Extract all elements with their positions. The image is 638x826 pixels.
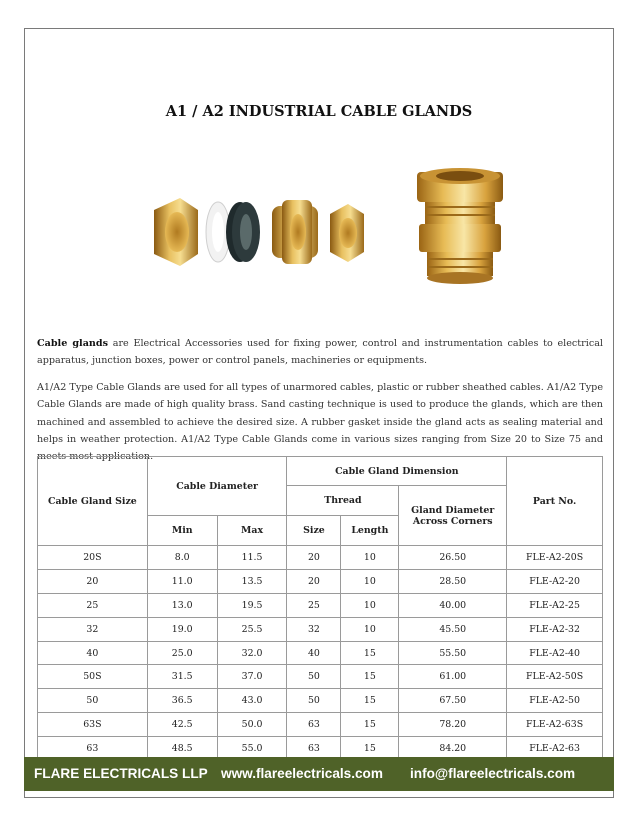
table-cell: 13.0 <box>147 593 217 617</box>
table-cell: 50 <box>38 689 148 713</box>
table-cell: 78.20 <box>399 713 507 737</box>
table-cell: 15 <box>341 737 399 761</box>
table-row <box>38 546 603 570</box>
table-cell: 63 <box>287 737 341 761</box>
table-cell: FLE-A2-63 <box>507 737 603 761</box>
table-cell: 15 <box>341 641 399 665</box>
table-cell: 26.50 <box>399 546 507 570</box>
table-cell: 40 <box>287 641 341 665</box>
intro-paragraph <box>37 335 603 370</box>
table-cell: 25 <box>38 593 148 617</box>
table-cell: 13.5 <box>217 569 287 593</box>
table-cell: 25 <box>287 593 341 617</box>
table-cell: 50 <box>287 689 341 713</box>
table-cell: 42.5 <box>147 713 217 737</box>
table-cell: 55.0 <box>217 737 287 761</box>
table-cell: 15 <box>341 713 399 737</box>
table-row <box>38 593 603 617</box>
table-cell: 63 <box>38 737 148 761</box>
table-cell: FLE-A2-40 <box>507 641 603 665</box>
assembled-cable-gland-image <box>405 166 515 296</box>
header-gland-dimension: Cable Gland Dimension <box>287 457 507 486</box>
table-cell: 31.5 <box>147 665 217 689</box>
table-cell: 67.50 <box>399 689 507 713</box>
table-cell: 28.50 <box>399 569 507 593</box>
table-cell: 40 <box>38 641 148 665</box>
footer-email-link[interactable]: info@flareelectricals.com <box>410 766 576 781</box>
table-cell: 25.5 <box>217 617 287 641</box>
header-max: Max <box>217 516 287 546</box>
table-row <box>38 689 603 713</box>
table-cell: FLE-A2-25 <box>507 593 603 617</box>
table-cell: FLE-A2-50 <box>507 689 603 713</box>
table-cell: 50 <box>287 665 341 689</box>
table-cell: 32.0 <box>217 641 287 665</box>
table-cell: 10 <box>341 569 399 593</box>
table-cell: 50.0 <box>217 713 287 737</box>
table-row <box>38 569 603 593</box>
table-cell: 37.0 <box>217 665 287 689</box>
table-row <box>38 641 603 665</box>
table-cell: 19.0 <box>147 617 217 641</box>
table-cell: 10 <box>341 593 399 617</box>
specification-table <box>37 456 603 761</box>
page-title: A1 / A2 INDUSTRIAL CABLE GLANDS <box>165 103 473 120</box>
table-cell: 45.50 <box>399 617 507 641</box>
header-thread-length: Length <box>341 516 399 546</box>
table-cell: 11.0 <box>147 569 217 593</box>
header-min: Min <box>147 516 217 546</box>
table-cell: 10 <box>341 617 399 641</box>
table-cell: 50S <box>38 665 148 689</box>
intro-text: are Electrical Accessories used for fixing power, control and instrumentation cables to electrical apparatus, junction boxes, power or control panels, machineries or equipments. <box>37 338 603 367</box>
header-thread-size: Size <box>287 516 341 546</box>
footer-bar <box>24 757 614 791</box>
table-cell: 8.0 <box>147 546 217 570</box>
table-cell: 61.00 <box>399 665 507 689</box>
table-cell: 32 <box>38 617 148 641</box>
header-across-corners: Gland Diameter Across Corners <box>399 486 507 546</box>
table-cell: 43.0 <box>217 689 287 713</box>
table-cell: FLE-A2-20 <box>507 569 603 593</box>
table-cell: 15 <box>341 665 399 689</box>
table-cell: 20 <box>287 546 341 570</box>
header-cable-diameter: Cable Diameter <box>147 457 287 516</box>
header-part-no: Part No. <box>507 457 603 546</box>
table-cell: FLE-A2-63S <box>507 713 603 737</box>
table-cell: 15 <box>341 689 399 713</box>
table-cell: 36.5 <box>147 689 217 713</box>
table-cell: 11.5 <box>217 546 287 570</box>
table-cell: 20S <box>38 546 148 570</box>
header-gland-size: Cable Gland Size <box>38 457 148 546</box>
table-body <box>38 546 603 761</box>
table-cell: 48.5 <box>147 737 217 761</box>
table-cell: FLE-A2-50S <box>507 665 603 689</box>
table-cell: 10 <box>341 546 399 570</box>
table-cell: 63 <box>287 713 341 737</box>
table-row <box>38 713 603 737</box>
description-paragraph: A1/A2 Type Cable Glands are used for all types of unarmored cables, plastic or rubber sheathed cables. A1/A2 Type Cable Glands are made of high quality brass. Sand casting technique is used to produce the glands, which are then machined and assembled to achieve the desired size. A rubber gasket inside the gland acts as sealing material and helps in weather protection. A1/A2 Type Cable Glands come in various sizes ranging from Size 20 to Size 75 and meets most application. <box>37 382 603 463</box>
table-cell: FLE-A2-32 <box>507 617 603 641</box>
table-cell: 25.0 <box>147 641 217 665</box>
table-cell: 20 <box>38 569 148 593</box>
footer-company: FLARE ELECTRICALS LLP <box>34 766 208 781</box>
header-thread: Thread <box>287 486 399 516</box>
table-cell: 40.00 <box>399 593 507 617</box>
table-cell: 20 <box>287 569 341 593</box>
table-cell: 32 <box>287 617 341 641</box>
intro-bold-term: Cable glands <box>37 338 108 349</box>
table-cell: FLE-A2-20S <box>507 546 603 570</box>
table-row <box>38 617 603 641</box>
cable-gland-parts-image <box>140 180 380 280</box>
table-cell: 84.20 <box>399 737 507 761</box>
footer-website-link[interactable]: www.flareelectricals.com <box>221 766 383 781</box>
table-cell: 63S <box>38 713 148 737</box>
table-row <box>38 665 603 689</box>
table-cell: 19.5 <box>217 593 287 617</box>
table-cell: 55.50 <box>399 641 507 665</box>
